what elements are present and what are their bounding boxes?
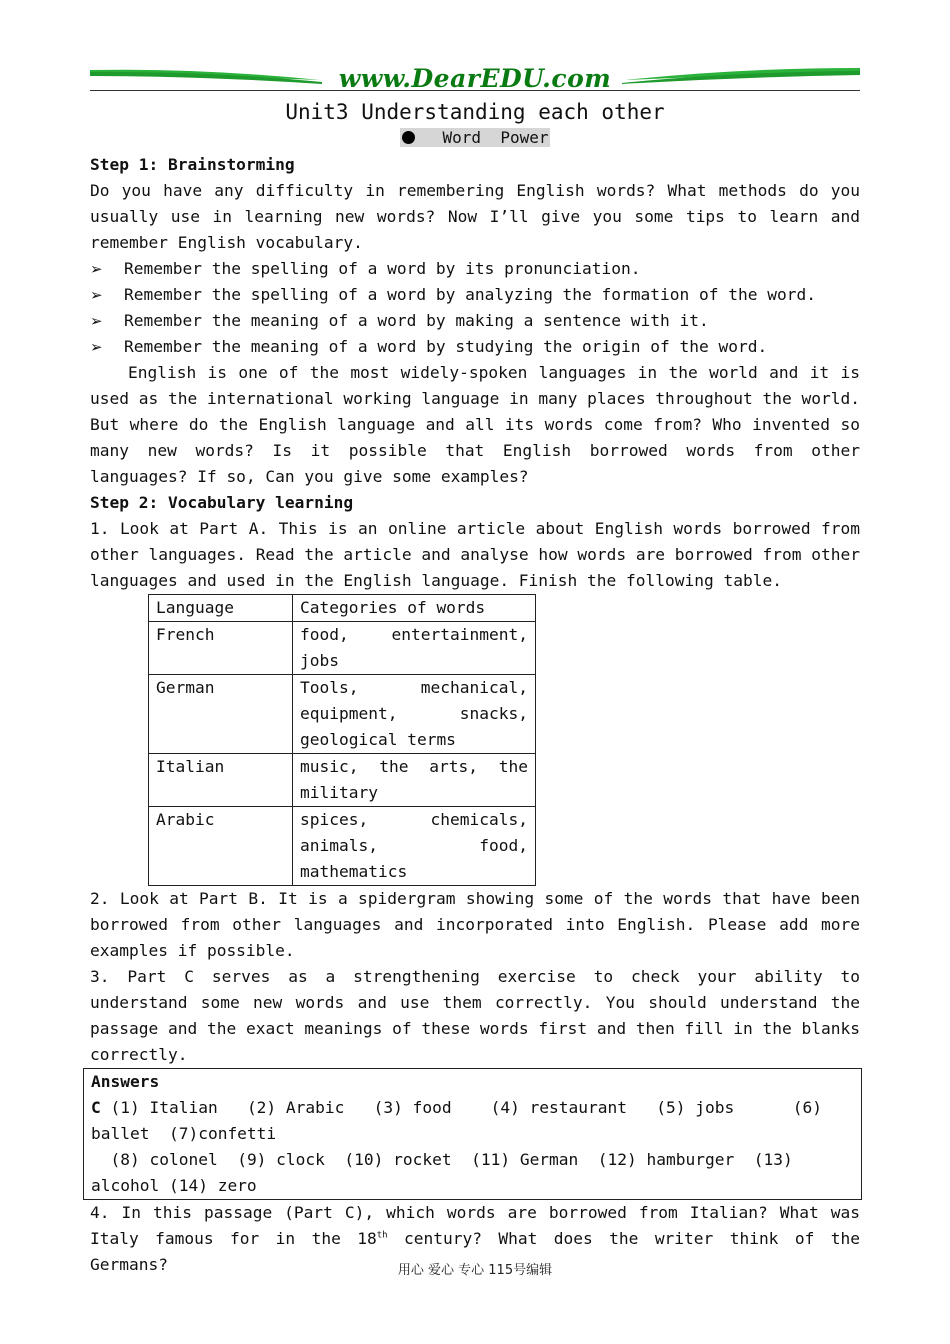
- site-logo-text: www.DearEDU.com: [338, 64, 612, 93]
- table-cell-categories: spices, chemicals, animals, food, mathematics: [293, 807, 536, 886]
- step1-paragraph: English is one of the most widely-spoken languages in the world and it is used as the international working language in many places throughout the world. But where do the English language and all its words come from? Who invented so many new words? Is it possible that English borrowed words from other languages? If so, Can you give some examples?: [90, 363, 860, 486]
- table-cell-categories: food, entertainment, jobs: [293, 622, 536, 675]
- step2-item3: 3. Part C serves as a strengthening exercise to check your ability to understand some new words and use them correctly. You should understand the passage and the exact meanings of these words first and then fill in the blanks correctly.: [90, 967, 860, 1064]
- table-header-cell: Language: [149, 595, 293, 622]
- step2-item1: 1. Look at Part A. This is an online article about English words borrowed from other languages. Read the article and analyse how words are borrowed from other languages and used in the English language. Finish the following table.: [90, 519, 860, 590]
- item4-superscript: th: [376, 1230, 388, 1241]
- table-cell-categories: music, the arts, the military: [293, 754, 536, 807]
- table-cell-language: German: [149, 675, 293, 754]
- subtitle-highlight: [400, 128, 551, 147]
- bullet-dot-icon: [402, 131, 415, 144]
- table-row: [149, 807, 536, 886]
- table-cell-language: Arabic: [149, 807, 293, 886]
- page-title: Unit3 Understanding each other: [285, 100, 665, 124]
- step1-intro: Do you have any difficulty in remembering English words? What methods do you usually use in learning new words? Now I’ll give you some tips to learn and remember English vocabulary.: [90, 181, 860, 252]
- tip-text: Remember the spelling of a word by analyzing the formation of the word.: [124, 285, 816, 304]
- item4-text-a: 4. In this passage (Part C), which words are borrowed from Italian? What was Italy famous for in the 18: [90, 1203, 860, 1248]
- answers-box: [83, 1068, 862, 1200]
- tip-item: [90, 256, 860, 282]
- table-cell-categories: Tools, mechanical, equipment, snacks, geological terms: [293, 675, 536, 754]
- step2-heading: Step 2: Vocabulary learning: [90, 493, 354, 512]
- tip-text: Remember the meaning of a word by making a sentence with it.: [124, 311, 709, 330]
- arrow-bullet-icon: ➢: [90, 338, 103, 356]
- item4-text-b: century? What does the writer think of the Germans?: [90, 1229, 860, 1274]
- answers-line-2: (8) colonel (9) clock (10) rocket (11) German (12) hamburger (13) alcohol (14) zero: [91, 1150, 803, 1195]
- language-table: [148, 594, 536, 886]
- subtitle-text: Word Power: [442, 128, 549, 147]
- table-header-cell: Categories of words: [293, 595, 536, 622]
- answers-heading: Answers: [91, 1072, 160, 1091]
- table-cell-language: French: [149, 622, 293, 675]
- answers-line-1: [91, 1095, 861, 1147]
- table-cell-language: Italian: [149, 754, 293, 807]
- table-row: [149, 754, 536, 807]
- document-body: [90, 152, 860, 1278]
- step1-heading: Step 1: Brainstorming: [90, 155, 295, 174]
- step2-item2: 2. Look at Part B. It is a spidergram showing some of the words that have been borrowed from other languages and incorporated into English. Please add more examples if possible.: [90, 889, 860, 960]
- table-row: [149, 622, 536, 675]
- header-rule: [90, 90, 860, 91]
- answers-text-1: (1) Italian (2) Arabic (3) food (4) restaurant (5) jobs (6) ballet (7)confetti: [91, 1098, 832, 1143]
- tip-item: [90, 334, 860, 360]
- arrow-bullet-icon: ➢: [90, 260, 103, 278]
- page-footer: 用心 爱心 专心 115号编辑: [397, 1263, 553, 1278]
- table-header-row: [149, 595, 536, 622]
- tip-text: Remember the spelling of a word by its pronunciation.: [124, 259, 641, 278]
- arrow-bullet-icon: ➢: [90, 286, 103, 304]
- tip-text: Remember the meaning of a word by studying the origin of the word.: [124, 337, 768, 356]
- arrow-bullet-icon: ➢: [90, 312, 103, 330]
- answers-part-label: C: [91, 1098, 101, 1117]
- table-row: [149, 675, 536, 754]
- tip-item: [90, 308, 860, 334]
- tip-item: [90, 282, 860, 308]
- section-subtitle: [0, 128, 950, 147]
